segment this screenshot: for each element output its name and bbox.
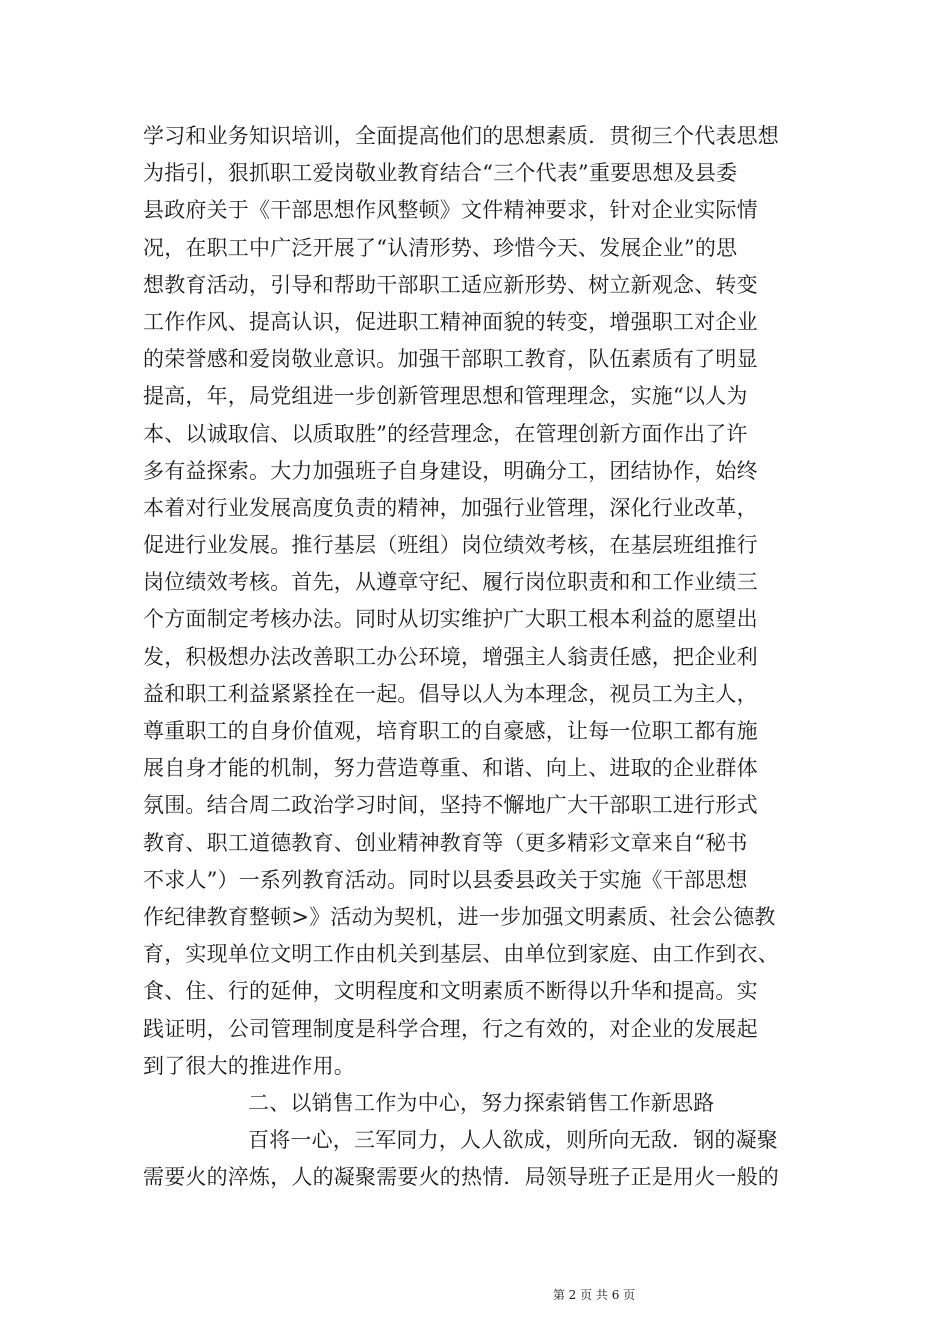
paragraph-line: 作纪律教育整顿>》活动为契机，进一步加强文明素质、社会公德教	[143, 904, 776, 929]
document-body	[143, 118, 823, 1196]
paragraph-line: 想教育活动，引导和帮助干部职工适应新形势、树立新观念、转变	[143, 272, 758, 297]
paragraph-line: 不求人”）一系列教育活动。同时以县委县政关于实施《干部思想	[143, 867, 748, 892]
paragraph-line: 展自身才能的机制，努力营造尊重、和谐、向上、进取的企业群体	[143, 756, 758, 781]
paragraph-line: 县政府关于《干部思想作风整顿》文件精神要求，针对企业实际情	[143, 198, 758, 223]
paragraph-line: 到了很大的推进作用。	[143, 1053, 355, 1078]
paragraph-line: 促进行业发展。推行基层（班组）岗位绩效考核，在基层班组推行	[143, 533, 758, 558]
paragraph-line: 工作作风、提高认识，促进职工精神面貌的转变，增强职工对企业	[143, 309, 758, 334]
paragraph-line: 岗位绩效考核。首先，从遵章守纪、履行岗位职责和和工作业绩三	[143, 570, 758, 595]
paragraph-line: 本、以诚取信、以质取胜”的经营理念，在管理创新方面作出了许	[143, 421, 748, 446]
paragraph-line: 个方面制定考核办法。同时从切实维护广大职工根本利益的愿望出	[143, 607, 758, 632]
page-number-footer	[0, 1286, 950, 1303]
paragraph-line: 发，积极想办法改善职工办公环境，增强主人翁责任感，把企业利	[143, 644, 758, 669]
paragraph-line: 教育、职工道德教育、创业精神教育等（更多精彩文章来自“秘书	[143, 830, 748, 855]
paragraph-line: 需要火的淬炼，人的凝聚需要火的热情．局领导班子正是用火一般的	[143, 1165, 779, 1190]
paragraph-line: 学习和业务知识培训，全面提高他们的思想素质．贯彻三个代表思想	[143, 124, 779, 148]
section-heading: 二、以销售工作为中心，努力探索销售工作新思路	[248, 1090, 715, 1115]
paragraph-line: 的荣誉感和爱岗敬业意识。加强干部职工教育，队伍素质有了明显	[143, 347, 758, 372]
paragraph-line: 育，实现单位文明工作由机关到基层、由单位到家庭、由工作到衣、	[143, 942, 779, 967]
paragraph-line: 多有益探索。大力加强班子自身建设，明确分工，团结协作，始终	[143, 458, 758, 483]
page-number-text: 第 2 页 共 6 页	[552, 1288, 636, 1302]
paragraph-line: 食、住、行的延伸，文明程度和文明素质不断得以升华和提高。实	[143, 979, 758, 1004]
paragraph-line: 况，在职工中广泛开展了“认清形势、珍惜今天、发展企业”的思	[143, 235, 738, 260]
paragraph-line: 益和职工利益紧紧拴在一起。倡导以人为本理念，视员工为主人，	[143, 681, 758, 706]
paragraph-line: 践证明，公司管理制度是科学合理，行之有效的，对企业的发展起	[143, 1016, 758, 1041]
paragraph-line: 为指引，狠抓职工爱岗敬业教育结合“三个代表”重要思想及县委	[143, 161, 738, 186]
paragraph-line: 百将一心，三军同力，人人欲成，则所向无敌．钢的凝聚	[248, 1128, 778, 1153]
paragraph-line: 提高，年，局党组进一步创新管理思想和管理理念，实施“以人为	[143, 384, 748, 409]
paragraph-line: 尊重职工的自身价值观，培育职工的自豪感，让每一位职工都有施	[143, 719, 758, 743]
paragraph-line: 氛围。结合周二政治学习时间，坚持不懈地广大干部职工进行形式	[143, 793, 758, 818]
paragraph-line: 本着对行业发展高度负责的精神，加强行业管理，深化行业改革，	[143, 495, 758, 520]
